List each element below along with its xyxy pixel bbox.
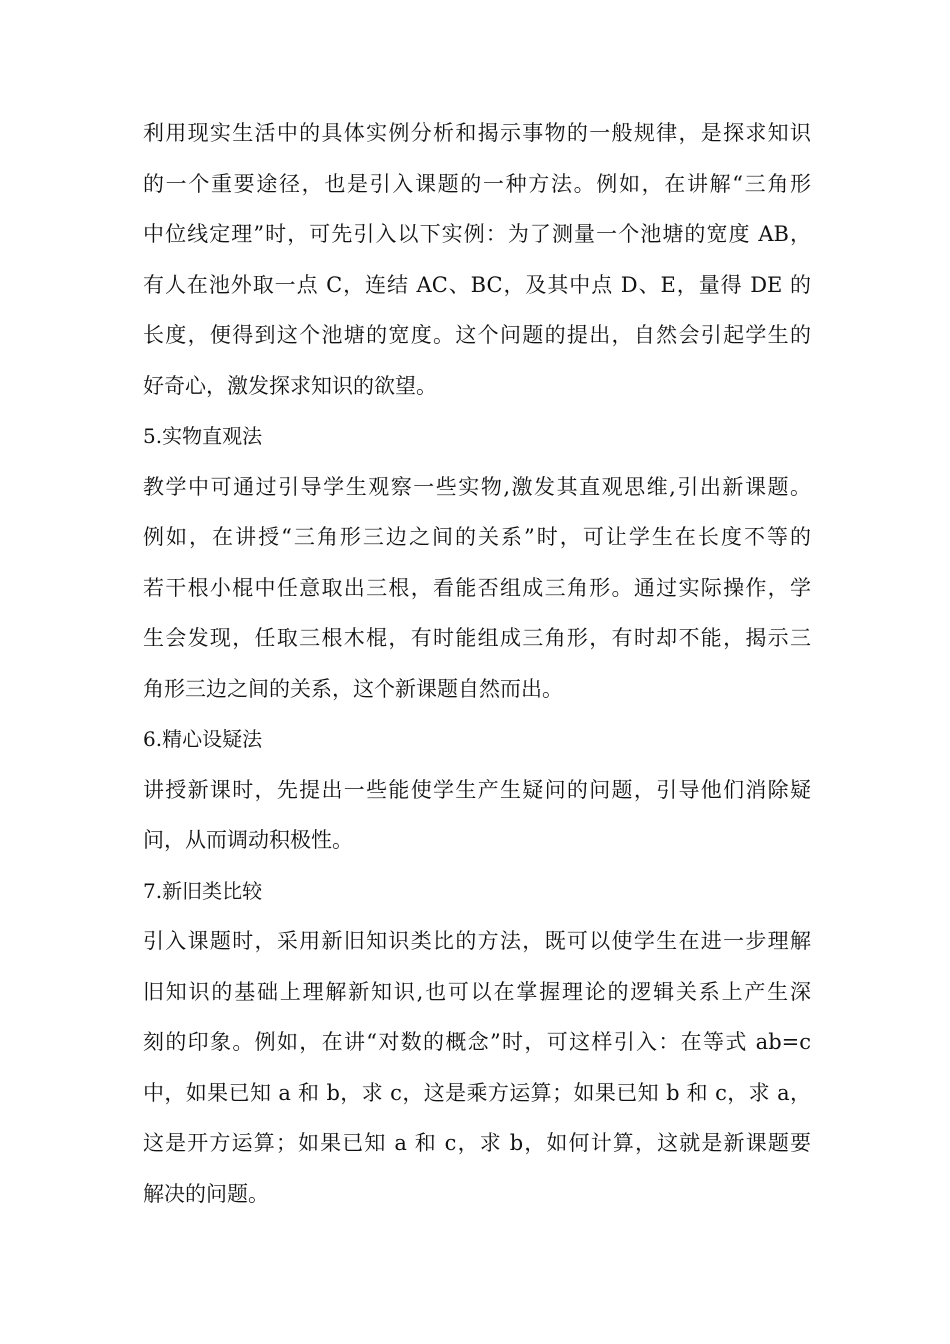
section-heading: 7.新旧类比较 [143,878,263,903]
text-line: 这是开方运算；如果已知 a 和 c，求 b，如何计算，这就是新课题要 [143,1131,811,1155]
text-line: 引入课题时，采用新旧知识类比的方法，既可以使学生在进一步理解 [143,929,811,953]
text-line: 利用现实生活中的具体实例分析和揭示事物的一般规律，是探求知识 [143,121,811,145]
text-line: 有人在池外取一点 C，连结 AC、BC，及其中点 D、E，量得 DE 的 [143,272,811,297]
text-line: 例如，在讲授“三角形三边之间的关系”时，可让学生在长度不等的 [143,525,811,549]
text-line: 角形三边之间的关系，这个新课题自然而出。 [143,676,563,701]
text-line: 好奇心，激发探求知识的欲望。 [143,373,437,398]
text-line: 的一个重要途径，也是引入课题的一种方法。例如，在讲解“三角形 [143,171,811,196]
text-line: 旧知识的基础上理解新知识,也可以在掌握理论的逻辑关系上产生深 [143,979,811,1004]
document-page [143,108,811,1219]
text-line: 长度，便得到这个池塘的宽度。这个问题的提出，自然会引起学生的 [143,323,811,347]
section-heading: 5.实物直观法 [143,424,263,448]
text-line: 解决的问题。 [143,1181,269,1206]
text-line: 中位线定理”时，可先引入以下实例：为了测量一个池塘的宽度 AB， [143,222,811,246]
text-line: 讲授新课时，先提出一些能使学生产生疑问的问题，引导他们消除疑 [143,777,811,802]
text-line: 中，如果已知 a 和 b，求 c，这是乘方运算；如果已知 b 和 c，求 a， [143,1080,811,1105]
text-line: 刻的印象。例如，在讲“对数的概念”时，可这样引入：在等式 ab=c [143,1030,811,1054]
text-line: 生会发现，任取三根木棍，有时能组成三角形，有时却不能，揭示三 [143,626,811,650]
text-line: 若干根小棍中任意取出三根，看能否组成三角形。通过实际操作，学 [143,575,811,600]
text-line: 教学中可通过引导学生观察一些实物,激发其直观思维,引出新课题。 [143,474,811,499]
text-line: 问，从而调动积极性。 [143,828,353,852]
section-heading: 6.精心设疑法 [143,727,263,751]
